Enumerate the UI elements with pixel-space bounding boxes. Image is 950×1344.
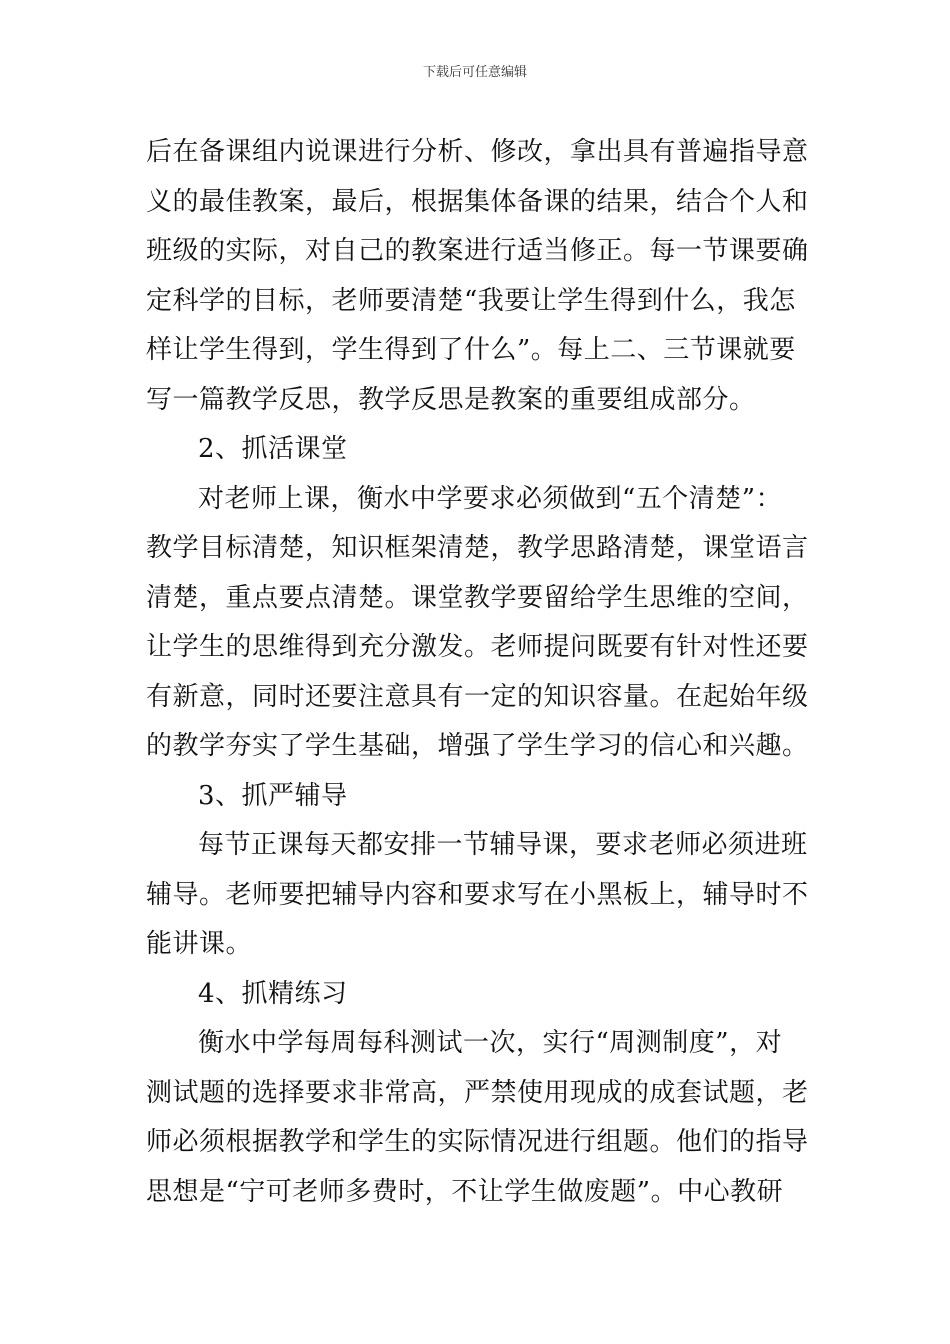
text-line: 班级的实际，对自己的教案进行适当修正。每一节课要确 <box>146 236 809 266</box>
text-line: 样让学生得到，学生得到了什么”。每上二、三节课就要 <box>146 335 796 365</box>
text-line: 让学生的思维得到充分激发。老师提问既要有针对性还要 <box>146 632 809 662</box>
text-line: 师必须根据教学和学生的实际情况进行组题。他们的指导 <box>146 1127 809 1157</box>
section-heading: 4、抓精练习 <box>198 978 348 1009</box>
text-line: 每节正课每天都安排一节辅导课，要求老师必须进班 <box>198 830 808 860</box>
text-line: 衡水中学每周每科测试一次，实行“周测制度”，对 <box>198 1028 783 1058</box>
document-body <box>146 128 809 1217</box>
text-line: 能讲课。 <box>146 929 253 959</box>
text-line: 有新意，同时还要注意具有一定的知识容量。在起始年级 <box>146 681 809 712</box>
text-line: 义的最佳教案，最后，根据集体备课的结果，结合个人和 <box>146 186 809 217</box>
text-line: 清楚，重点要点清楚。课堂教学要留给学生思维的空间， <box>146 582 809 613</box>
text-line: 思想是“宁可老师多费时，不让学生做废题”。中心教研 <box>146 1176 784 1207</box>
text-line: 写一篇教学反思，教学反思是教案的重要组成部分。 <box>146 384 756 415</box>
text-line: 的教学夯实了学生基础，增强了学生学习的信心和兴趣。 <box>146 731 809 761</box>
text-line: 教学目标清楚，知识框架清楚，教学思路清楚，课堂语言 <box>146 533 809 563</box>
text-line: 对老师上课，衡水中学要求必须做到“五个清楚”： <box>198 483 783 514</box>
section-heading: 3、抓严辅导 <box>198 780 348 811</box>
page-header-note: 下载后可任意编辑 <box>422 65 527 80</box>
text-line: 定科学的目标，老师要清楚“我要让学生得到什么，我怎 <box>146 285 796 316</box>
section-heading: 2、抓活课堂 <box>198 434 348 464</box>
text-line: 辅导。老师要把辅导内容和要求写在小黑板上，辅导时不 <box>146 879 809 910</box>
text-line: 测试题的选择要求非常高，严禁使用现成的成套试题，老 <box>146 1077 809 1108</box>
text-line: 后在备课组内说课进行分析、修改，拿出具有普遍指导意 <box>146 137 809 167</box>
